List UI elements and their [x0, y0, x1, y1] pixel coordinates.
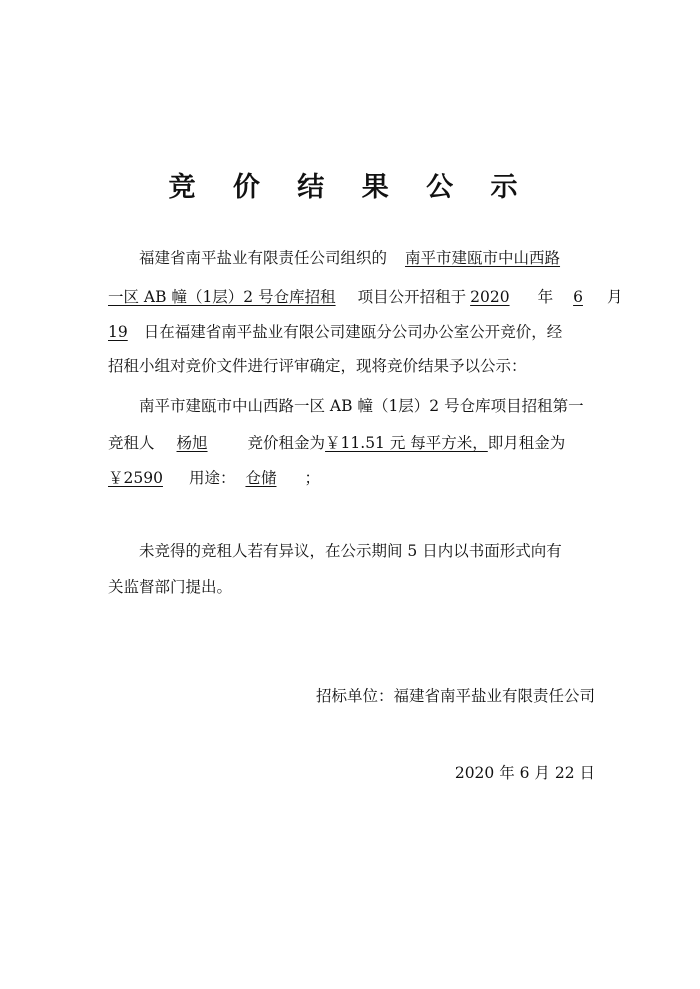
usage-value: 仓储: [245, 469, 277, 487]
para1-text: 招租小组对竞价文件进行评审确定，现将竞价结果予以公示：: [108, 357, 527, 375]
para1-line1: [139, 247, 560, 269]
para2-text: 竞租人: [108, 434, 155, 452]
year-label: 年: [537, 288, 554, 306]
para2-text: 竞价租金为: [247, 434, 326, 452]
para1-line2: [108, 286, 622, 308]
para2-text: 南平市建瓯市中山西路一区 AB 幢（1层）2 号仓库项目招租第一: [139, 397, 584, 415]
bid-day: 19: [108, 323, 128, 341]
para1-line3: [108, 321, 562, 343]
notice-date: 2020 年 6 月 22 日: [454, 764, 595, 782]
para2-text: ；: [304, 469, 320, 487]
para1-line4: [108, 355, 527, 377]
project-name-part2: 一区 AB 幢（1层）2 号仓库招租: [108, 288, 336, 306]
bid-year: 2020: [470, 288, 510, 306]
para2-line2: [108, 432, 565, 454]
monthly-rent: ￥2590: [108, 469, 163, 487]
para2-line3: [108, 467, 320, 489]
para1-text: 日在福建省南平盐业有限公司建瓯分公司办公室公开竞价，经: [143, 323, 563, 341]
winning-bidder: 杨旭: [176, 434, 208, 452]
project-name-part1: 南平市建瓯市中山西路: [405, 249, 561, 267]
para3-line2: [108, 576, 232, 598]
para3-text: 未竞得的竞租人若有异议，在公示期间 5 日内以书面形式向有: [139, 542, 562, 560]
para1-text: 福建省南平盐业有限责任公司组织的: [139, 249, 388, 267]
page-title: 竞 价 结 果 公 示: [168, 172, 532, 203]
para3-line1: [139, 540, 562, 562]
usage-label: 用途：: [188, 469, 236, 487]
bid-month: 6: [573, 288, 583, 306]
para3-text: 关监督部门提出。: [108, 578, 233, 596]
bid-price: ￥11.51 元 每平方米，: [325, 434, 488, 452]
para1-text: 项目公开招租于: [357, 288, 467, 306]
para2-line1: [139, 395, 584, 417]
para2-text: 即月租金为: [487, 434, 566, 452]
issuer-signature: 招标单位：福建省南平盐业有限责任公司: [315, 687, 595, 705]
month-label: 月: [606, 288, 623, 306]
